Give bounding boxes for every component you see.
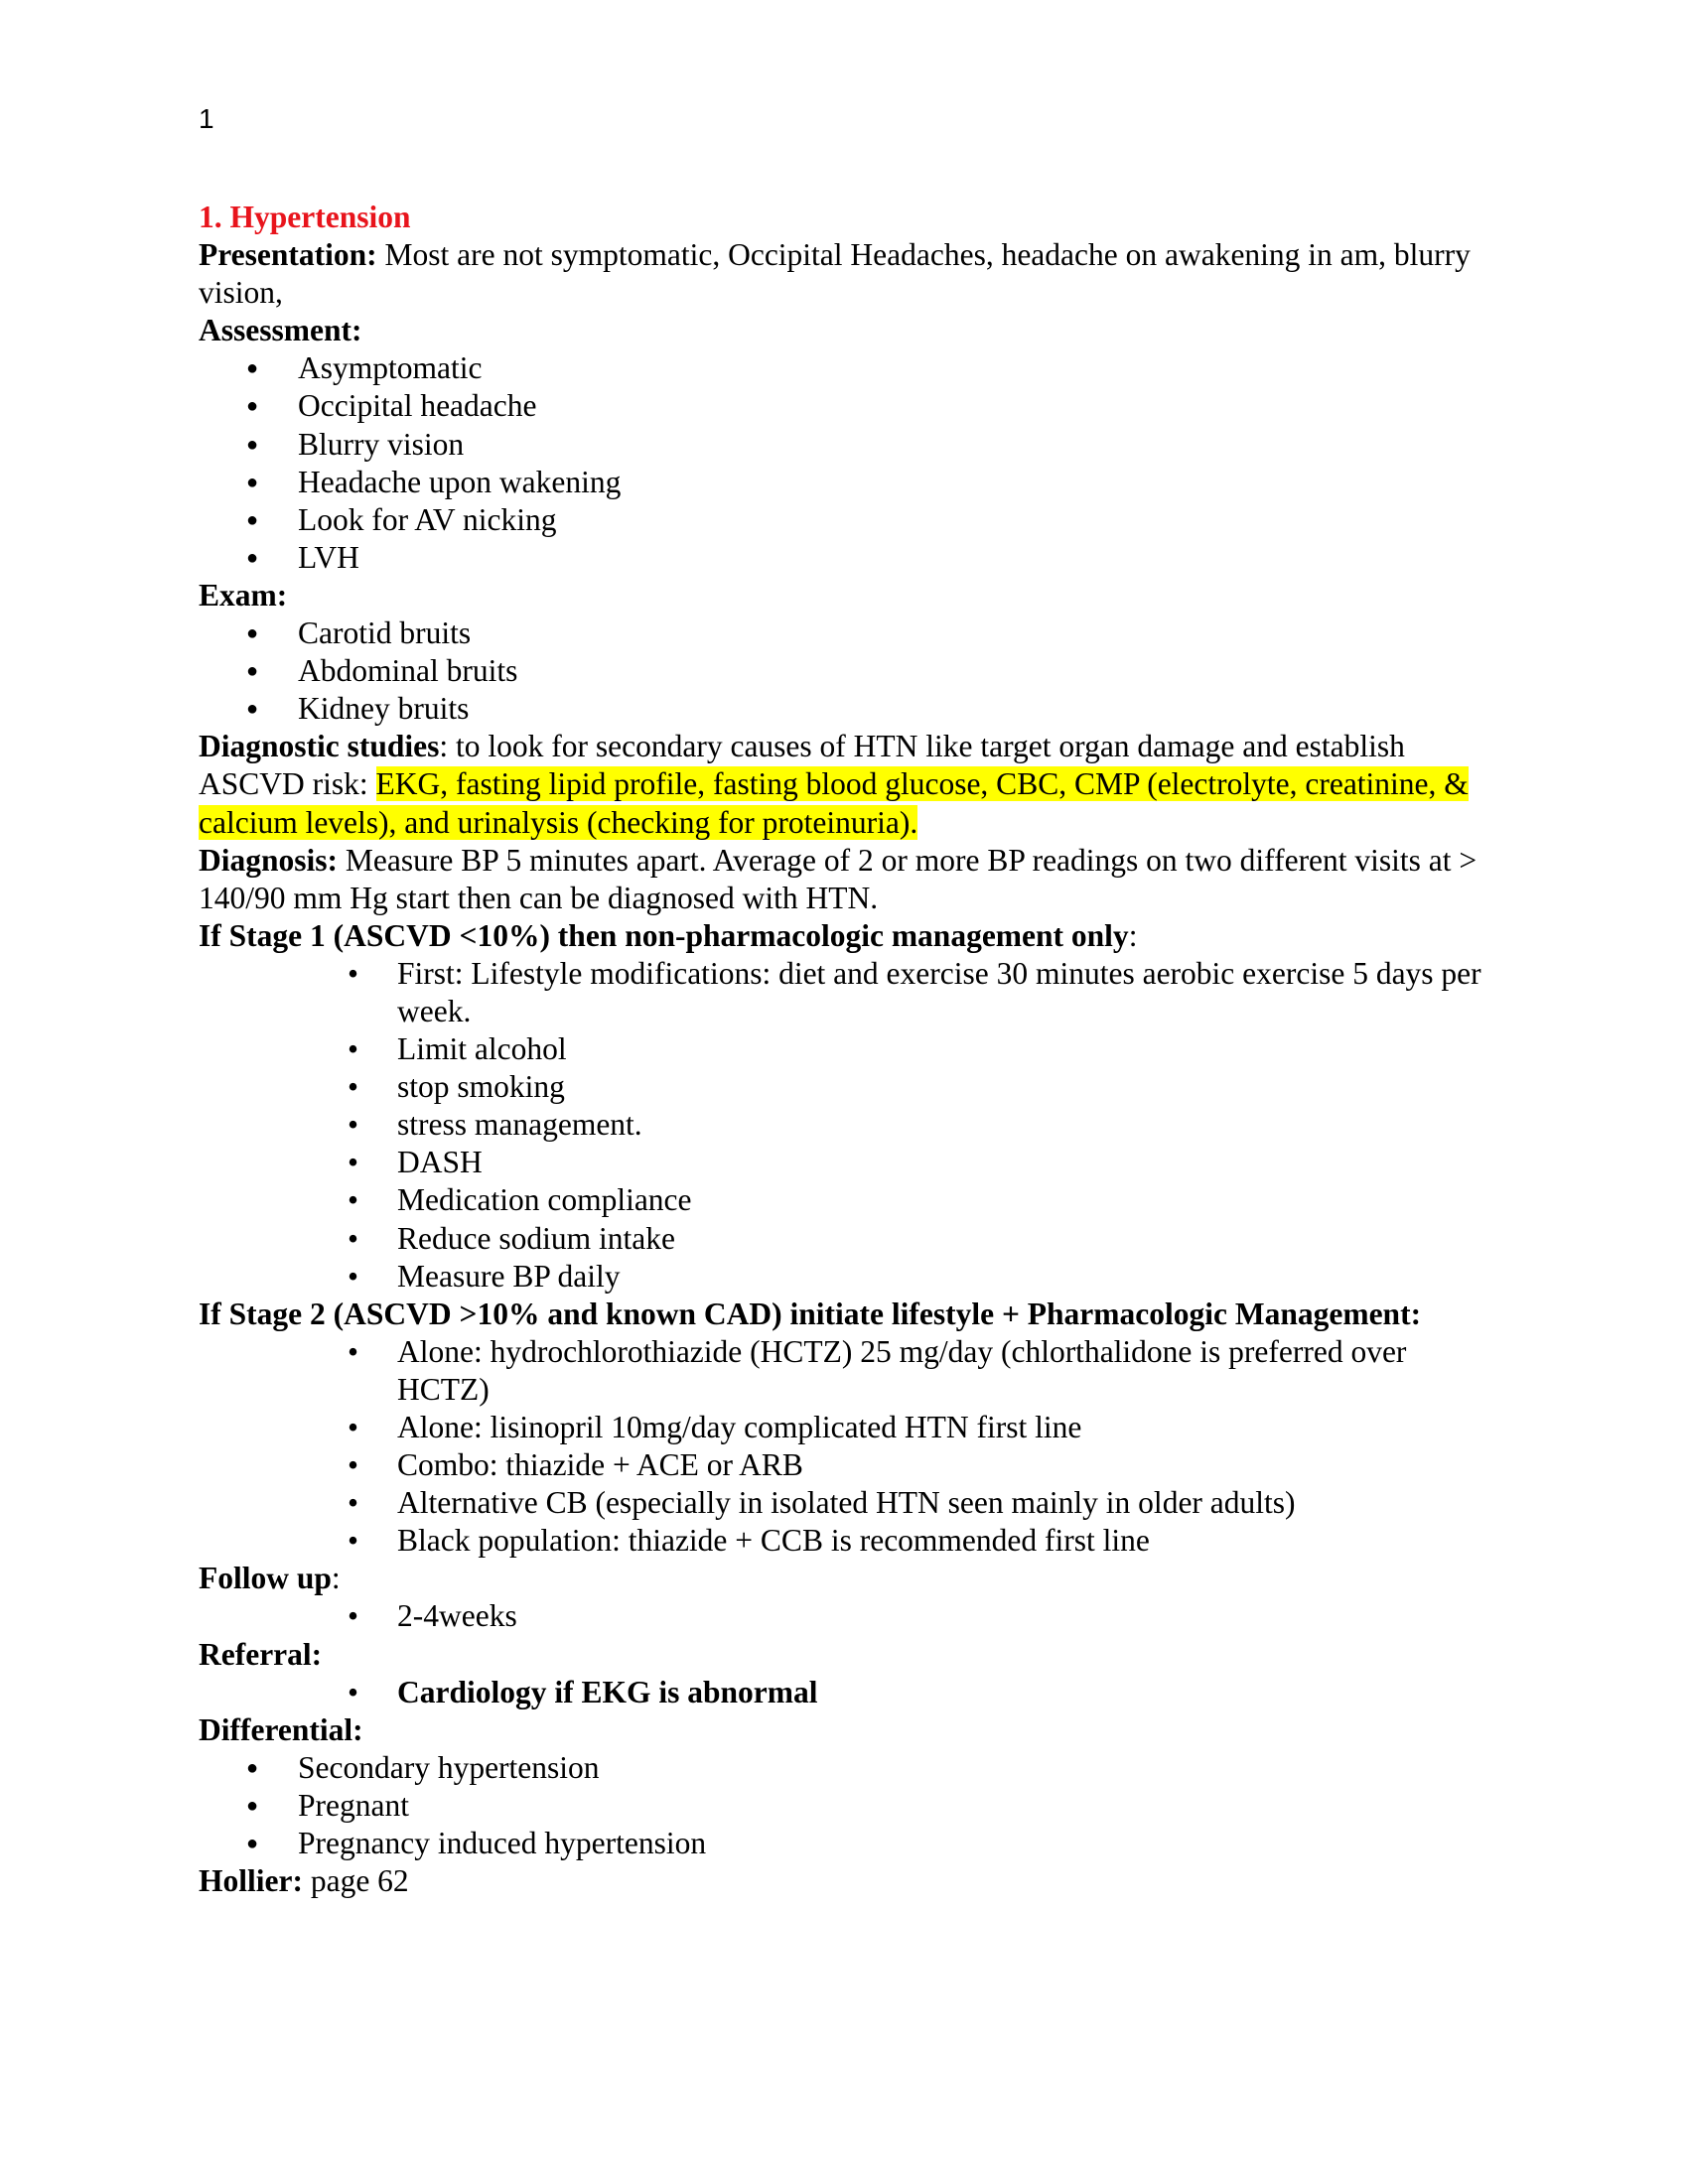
list-item: • Cardiology if EKG is abnormal	[199, 1674, 1489, 1711]
hollier-label: Hollier:	[199, 1863, 303, 1899]
list-item: • Alternative CB (especially in isolated HTN seen mainly in older adults)	[199, 1484, 1489, 1522]
assessment-heading: Assessment:	[199, 313, 362, 348]
list-item: • First: Lifestyle modifications: diet and exercise 30 minutes aerobic exercise 5 days per week.	[199, 955, 1489, 1030]
list-item: ● Carotid bruits	[199, 614, 1489, 652]
list-item: ● Pregnant	[199, 1787, 1489, 1825]
list-item: ● Blurry vision	[199, 426, 1489, 464]
list-item: ● Abdominal bruits	[199, 652, 1489, 690]
list-item: • Alone: lisinopril 10mg/day complicated HTN first line	[199, 1409, 1489, 1446]
stage2-list	[199, 1333, 1489, 1561]
stage1-heading: If Stage 1 (ASCVD <10%) then non-pharmacologic management only:	[199, 917, 1138, 953]
list-item: ● Secondary hypertension	[199, 1749, 1489, 1787]
list-item: • Measure BP daily	[199, 1258, 1489, 1296]
list-item: • Combo: thiazide + ACE or ARB	[199, 1446, 1489, 1484]
stage1-list	[199, 955, 1489, 1296]
list-item: ● Occipital headache	[199, 387, 1489, 425]
list-item: • DASH	[199, 1144, 1489, 1181]
list-item: ● Headache upon wakening	[199, 464, 1489, 501]
list-item: ● Kidney bruits	[199, 690, 1489, 728]
stage2-heading: If Stage 2 (ASCVD >10% and known CAD) initiate lifestyle + Pharmacologic Management:	[199, 1296, 1422, 1331]
followup-list	[199, 1597, 1489, 1635]
diagnosis-text: Measure BP 5 minutes apart. Average of 2 or more BP readings on two different visits at > 140/90 mm Hg start then can be diagnosed with HTN.	[199, 842, 1477, 915]
list-item: • stress management.	[199, 1106, 1489, 1144]
exam-list	[199, 614, 1489, 728]
diagnosis-paragraph	[199, 842, 1489, 917]
followup-heading: Follow up:	[199, 1561, 341, 1596]
list-item: ● Asymptomatic	[199, 349, 1489, 387]
assessment-list	[199, 349, 1489, 577]
list-item: • Black population: thiazide + CCB is recommended first line	[199, 1522, 1489, 1560]
list-item: ● Look for AV nicking	[199, 501, 1489, 539]
list-item: ● LVH	[199, 539, 1489, 577]
document-body	[199, 199, 1489, 1900]
diagnostic-text: : to look for secondary causes of HTN like target organ damage and establish ASCVD risk:	[199, 729, 1405, 802]
presentation-paragraph	[199, 236, 1489, 312]
page-number: 1	[199, 103, 214, 134]
referral-heading: Referral:	[199, 1636, 323, 1672]
list-item: • 2-4weeks	[199, 1597, 1489, 1635]
differential-list	[199, 1749, 1489, 1862]
hollier-paragraph	[199, 1862, 1489, 1900]
presentation-label: Presentation:	[199, 237, 377, 273]
list-item: • stop smoking	[199, 1068, 1489, 1106]
section-title: 1. Hypertension	[199, 200, 411, 234]
list-item: • Reduce sodium intake	[199, 1220, 1489, 1258]
list-item: • Alone: hydrochlorothiazide (HCTZ) 25 mg/day (chlorthalidone is preferred over HCTZ)	[199, 1333, 1489, 1409]
referral-list	[199, 1674, 1489, 1711]
diagnostic-highlight: EKG, fasting lipid profile, fasting blood glucose, CBC, CMP (electrolyte, creatinine, & calcium levels), and urinalysis (checking for proteinuria).	[199, 766, 1469, 840]
diagnostic-label: Diagnostic studies	[199, 729, 440, 764]
presentation-text: Most are not symptomatic, Occipital Headaches, headache on awakening in am, blurry vision,	[199, 237, 1471, 311]
list-item: • Medication compliance	[199, 1181, 1489, 1219]
diagnostic-paragraph	[199, 728, 1489, 841]
list-item: ● Pregnancy induced hypertension	[199, 1825, 1489, 1862]
list-item: • Limit alcohol	[199, 1030, 1489, 1068]
differential-heading: Differential:	[199, 1711, 363, 1747]
hollier-text: page 62	[302, 1863, 409, 1899]
exam-heading: Exam:	[199, 577, 288, 613]
diagnosis-label: Diagnosis:	[199, 842, 339, 878]
